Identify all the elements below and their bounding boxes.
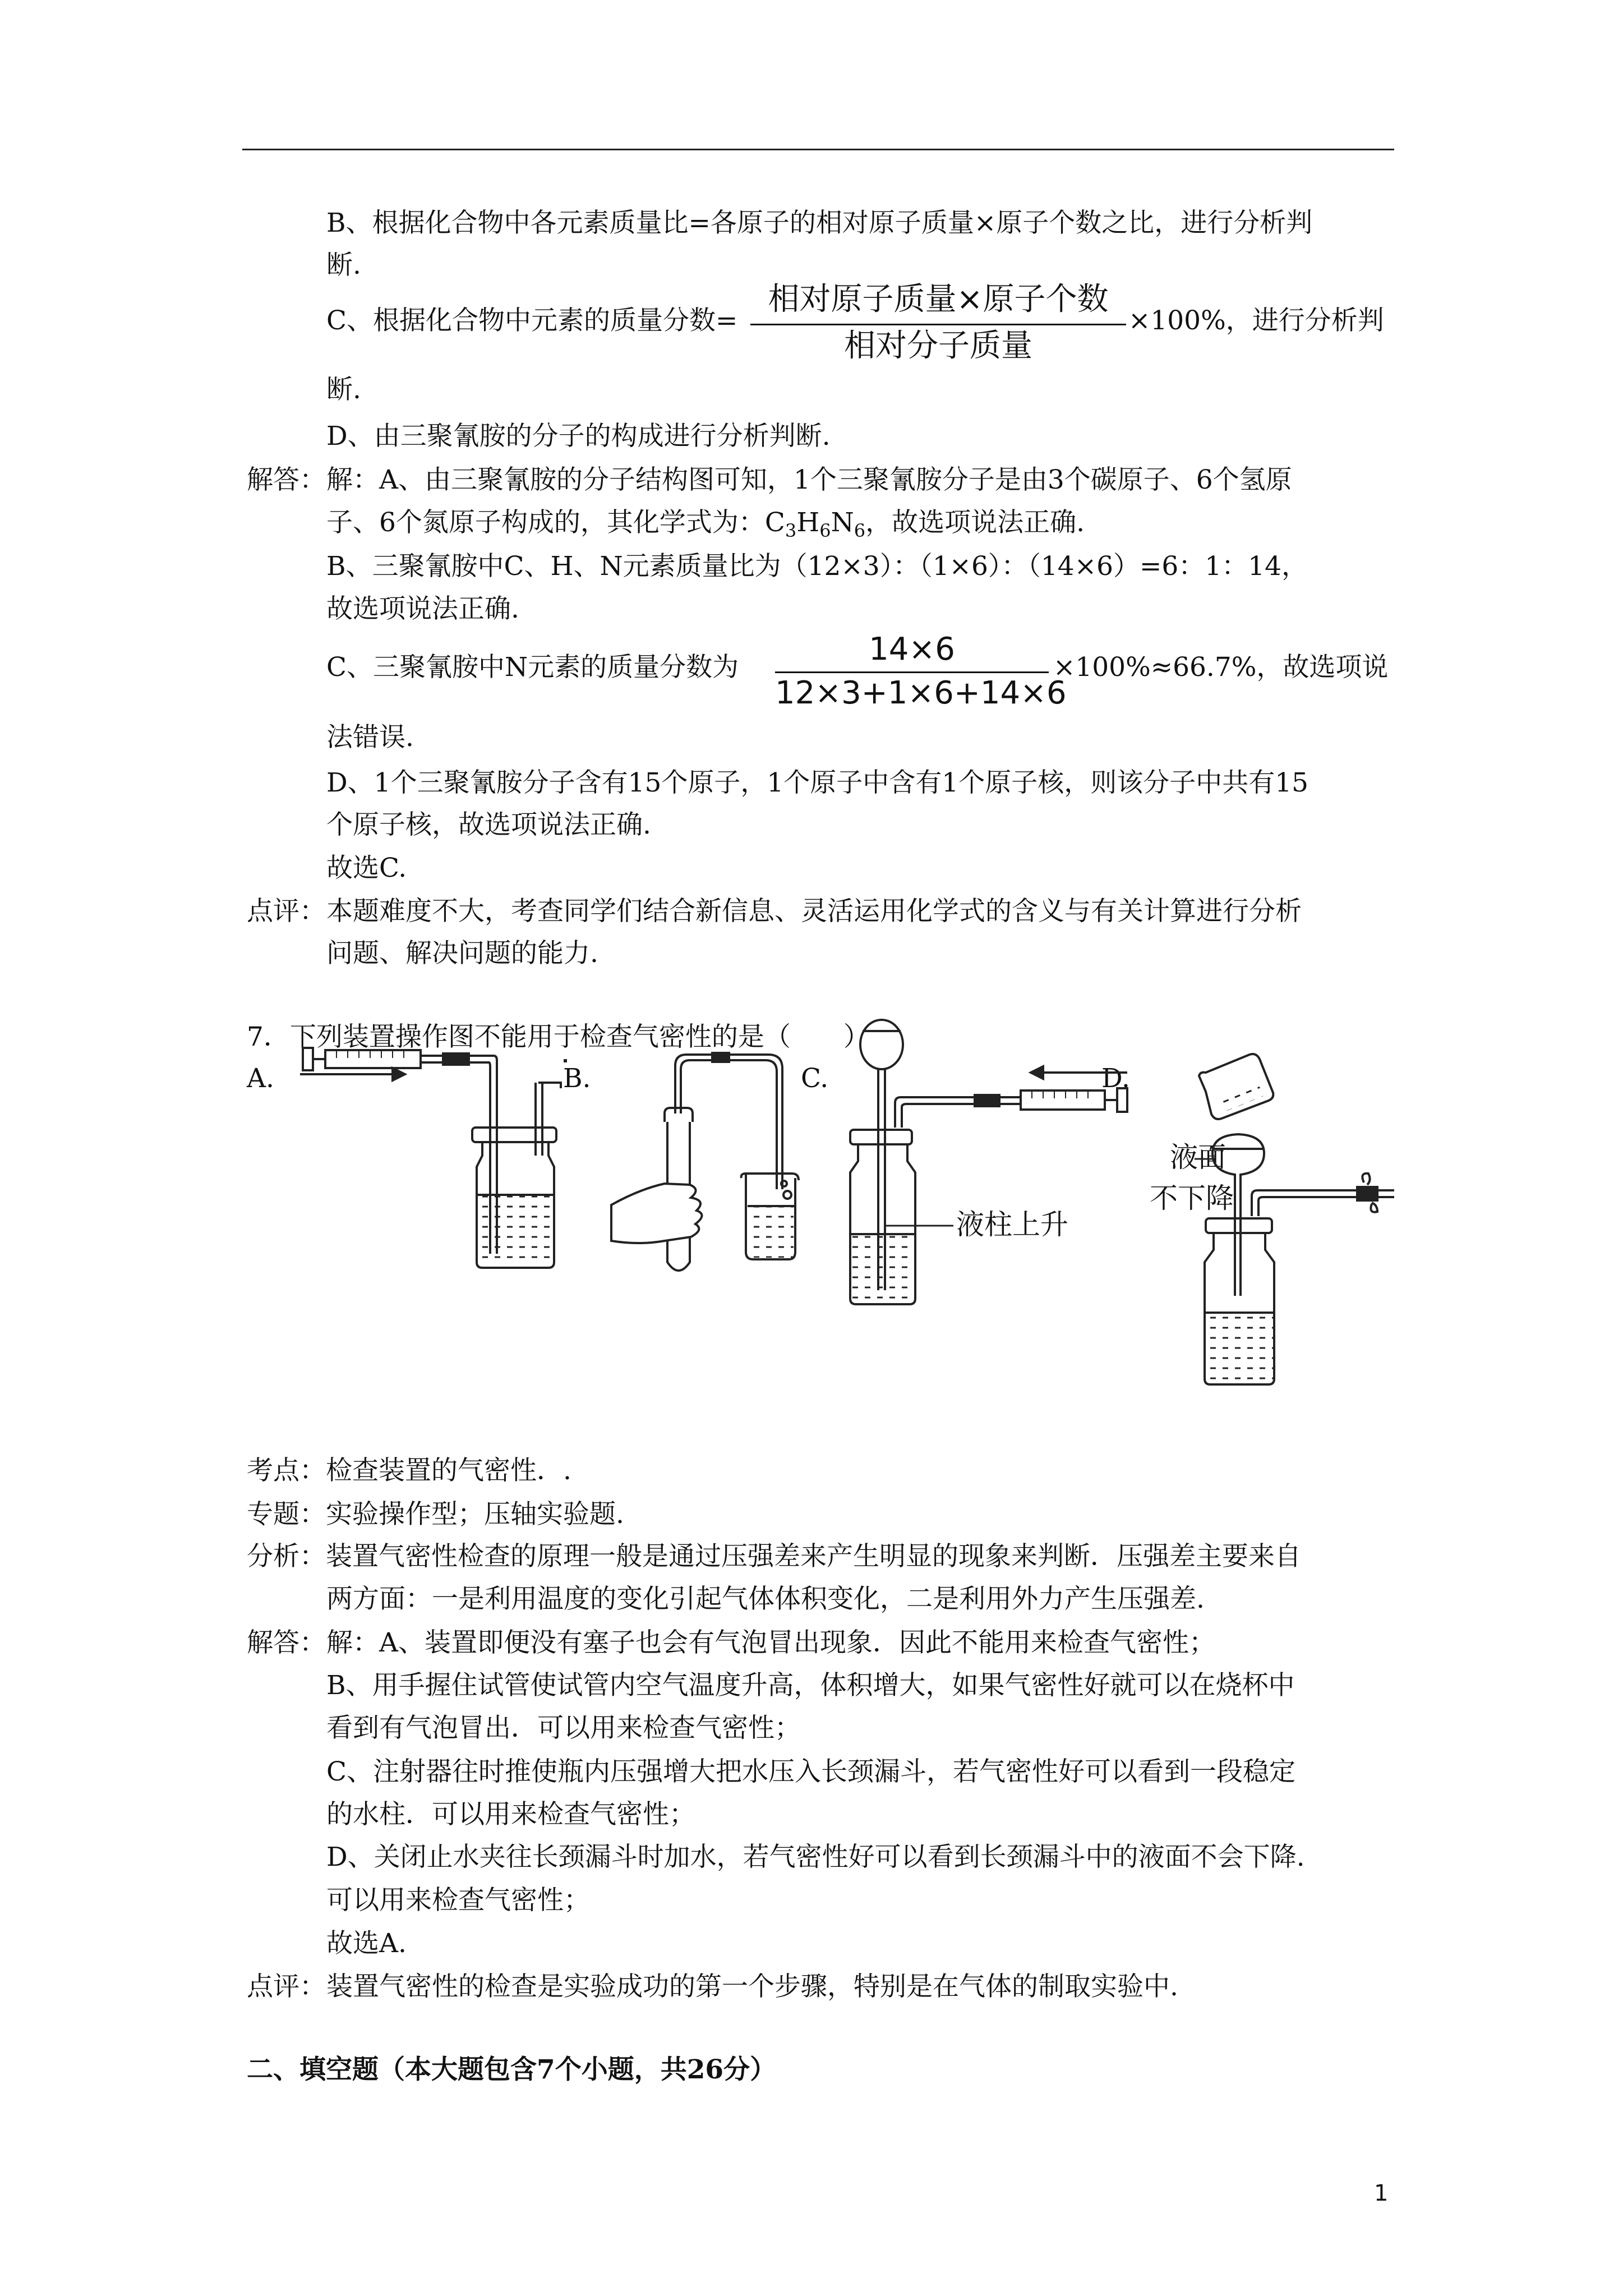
- answer-c-line2: 法错误.: [326, 722, 414, 753]
- figure-a-syringe-bottle: [300, 1048, 567, 1268]
- jieda-line5: 的水柱．可以用来检查气密性；: [326, 1799, 695, 1830]
- fenxi-line1: 分析：装置气密性检查的原理一般是通过压强差来产生明显的现象来判断．压强差主要来自: [247, 1541, 1301, 1572]
- analysis-c-prefix: C、根据化合物中元素的质量分数=: [326, 305, 738, 336]
- analysis-c-suffix: ×100%，进行分析判: [1128, 305, 1384, 336]
- analysis-b-line2: 断.: [326, 250, 361, 280]
- fraction-2-denominator: 12×3+1×6+14×6: [775, 675, 1067, 711]
- comment-line1: 本题难度不大，考查同学们结合新信息、灵活运用化学式的含义与有关计算进行分析: [326, 896, 1302, 927]
- fraction-1-denominator: 相对分子质量: [844, 328, 1032, 364]
- jieda-line2: B、用手握住试管使试管内空气温度升高，体积增大，如果气密性好就可以在烧杯中: [326, 1670, 1295, 1701]
- option-c-label: C.: [801, 1063, 829, 1094]
- dianping-line1: 装置气密性的检查是实验成功的第一个步骤，特别是在气体的制取实验中.: [326, 1971, 1178, 2002]
- fenxi-line2: 两方面：一是利用温度的变化引起气体体积变化，二是利用外力产生压强差.: [326, 1584, 1205, 1614]
- page-number: 1: [1374, 2180, 1389, 2206]
- answer-c-suffix: ×100%≈66.7%，故选项说: [1053, 652, 1389, 683]
- jieda-line4: C、注射器往时推使瓶内压强增大把水压入长颈漏斗，若气密性好可以看到一段稳定: [326, 1756, 1295, 1787]
- jieda-line6: D、关闭止水夹往长颈漏斗时加水，若气密性好可以看到长颈漏斗中的液面不会下降.: [326, 1842, 1305, 1872]
- jieda-line3: 看到有气泡冒出．可以用来检查气密性；: [326, 1713, 801, 1743]
- comment-label: 点评：: [247, 896, 326, 927]
- answer-b-line2: 故选项说法正确.: [326, 593, 519, 624]
- analysis-d-line: D、由三聚氰胺的分子的构成进行分析判断.: [326, 421, 831, 452]
- answer-d-line2: 个原子核，故选项说法正确.: [326, 809, 651, 840]
- jieda-line8: 故选A.: [326, 1928, 407, 1959]
- answer-d-line1: D、1个三聚氰胺分子含有15个原子，1个原子中含有1个原子核，则该分子中共有15: [326, 767, 1309, 798]
- figure-d-label-2: 不下降: [1150, 1182, 1234, 1214]
- answer-b-line1: B、三聚氰胺中C、H、N元素质量比为（12×3）：（1×6）：（14×6）=6：1：14，: [326, 551, 1308, 582]
- kaodian-line: 考点：检查装置的气密性．.: [247, 1455, 571, 1486]
- zhuanti-line: 专题：实验操作型；压轴实验题.: [247, 1499, 624, 1530]
- answer-a-line1: 解：A、由三聚氰胺的分子结构图可知，1个三聚氰胺分子是由3个碳原子、6个氢原: [326, 464, 1292, 495]
- option-a-label: A.: [247, 1063, 274, 1094]
- jieda-line1: 解：A、装置即便没有塞子也会有气泡冒出现象．因此不能用来检查气密性；: [326, 1627, 1215, 1658]
- jieda-label: 解答：: [247, 1627, 326, 1658]
- answer-label: 解答：: [247, 464, 326, 495]
- section-2-heading: 二、填空题（本大题包含7个小题，共26分）: [247, 2054, 777, 2085]
- figure-c-label: 液柱上升: [956, 1208, 1068, 1241]
- fraction-2-numerator: 14×6: [869, 631, 955, 668]
- figure-c-funnel-bottle-syringe: [850, 1020, 1127, 1304]
- figure-b-hand-tube-beaker: [611, 1053, 799, 1271]
- jieda-line7: 可以用来检查气密性；: [326, 1885, 590, 1916]
- figure-d-pour-funnel-clamp: [1195, 1054, 1394, 1384]
- answer-choice: 故选C.: [326, 853, 407, 884]
- question-7: 7．下列装置操作图不能用于检查气密性的是（ ）: [247, 1022, 870, 1052]
- fraction-1-numerator: 相对原子质量×原子个数: [768, 281, 1109, 318]
- dianping-label: 点评：: [247, 1971, 326, 2002]
- figure-d-label-1: 液面: [1170, 1141, 1226, 1174]
- comment-line2: 问题、解决问题的能力.: [326, 938, 598, 969]
- analysis-c-line2: 断.: [326, 374, 361, 405]
- option-b-label: B.: [563, 1063, 591, 1094]
- analysis-b-line: B、根据化合物中各元素质量比=各原子的相对原子质量×原子个数之比，进行分析判: [326, 208, 1313, 238]
- answer-c-prefix: C、三聚氰胺中N元素的质量分数为: [326, 652, 739, 683]
- option-d-label: D.: [1101, 1063, 1130, 1094]
- answer-a-line2: 子、6个氮原子构成的，其化学式为：$C_3H_6N_6$，故选项说法正确.: [326, 507, 1085, 541]
